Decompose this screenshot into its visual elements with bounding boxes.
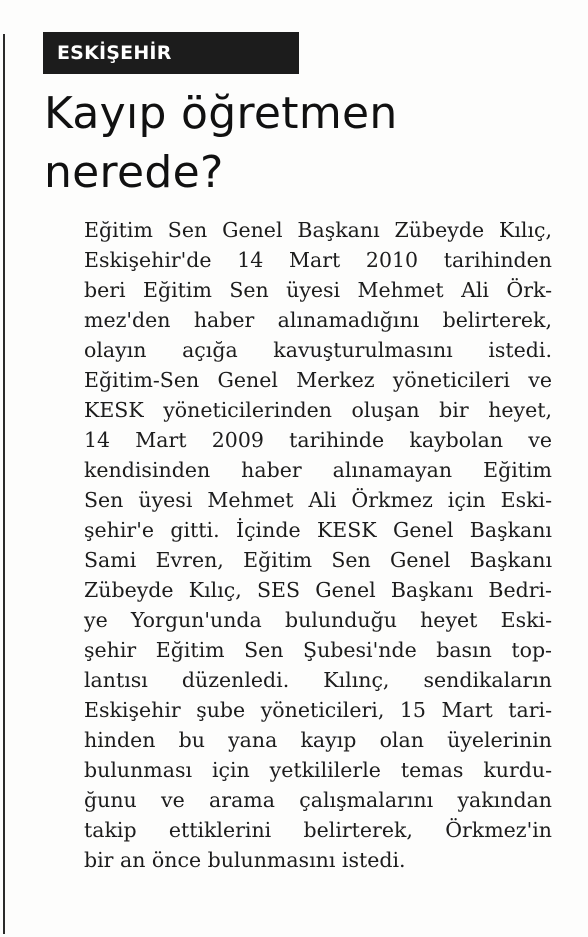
body-line: kendisinden haber alınamayan Eğitim bbox=[84, 458, 552, 482]
body-line: şehir Eğitim Sen Şubesi'nde basın top- bbox=[84, 638, 552, 662]
headline-line-2: nerede? bbox=[44, 147, 224, 198]
body-line: takip ettiklerini belirterek, Örkmez'in bbox=[84, 818, 552, 842]
body-line: şehir'e gitti. İçinde KESK Genel Başkanı bbox=[84, 518, 552, 542]
body-line: Eğitim Sen Genel Başkanı Zübeyde Kılıç, bbox=[84, 218, 552, 242]
body-line: Eskişehir şube yöneticileri, 15 Mart tari- bbox=[84, 698, 552, 722]
body-line: 14 Mart 2009 tarihinde kaybolan ve bbox=[84, 428, 552, 452]
body-line: bir an önce bulunmasını istedi. bbox=[84, 848, 406, 872]
column-divider bbox=[3, 34, 5, 934]
headline bbox=[44, 84, 574, 202]
body-line: Sami Evren, Eğitim Sen Genel Başkanı bbox=[84, 548, 552, 572]
body-line: Eğitim-Sen Genel Merkez yöneticileri ve bbox=[84, 368, 552, 392]
section-tag-label: ESKİŞEHİR bbox=[57, 42, 172, 64]
body-line: olayın açığa kavuşturulmasını istedi. bbox=[84, 338, 552, 362]
article-body bbox=[84, 215, 552, 875]
body-line: hinden bu yana kayıp olan üyelerinin bbox=[84, 728, 552, 752]
body-line: mez'den haber alınamadığını belirterek, bbox=[84, 308, 552, 332]
body-line: bulunması için yetkililerle temas kurdu- bbox=[84, 758, 552, 782]
body-line: ye Yorgun'unda bulunduğu heyet Eski- bbox=[84, 608, 552, 632]
body-line: lantısı düzenledi. Kılınç, sendikaların bbox=[84, 668, 552, 692]
section-tag bbox=[43, 32, 299, 74]
body-line: beri Eğitim Sen üyesi Mehmet Ali Örk- bbox=[84, 278, 552, 302]
body-line: Sen üyesi Mehmet Ali Örkmez için Eski- bbox=[84, 488, 552, 512]
headline-line-1: Kayıp öğretmen bbox=[44, 88, 398, 139]
body-line: Eskişehir'de 14 Mart 2010 tarihinden bbox=[84, 248, 552, 272]
body-line: Zübeyde Kılıç, SES Genel Başkanı Bedri- bbox=[84, 578, 552, 602]
body-line: KESK yöneticilerinden oluşan bir heyet, bbox=[84, 398, 552, 422]
body-line: ğunu ve arama çalışmalarını yakından bbox=[84, 788, 552, 812]
